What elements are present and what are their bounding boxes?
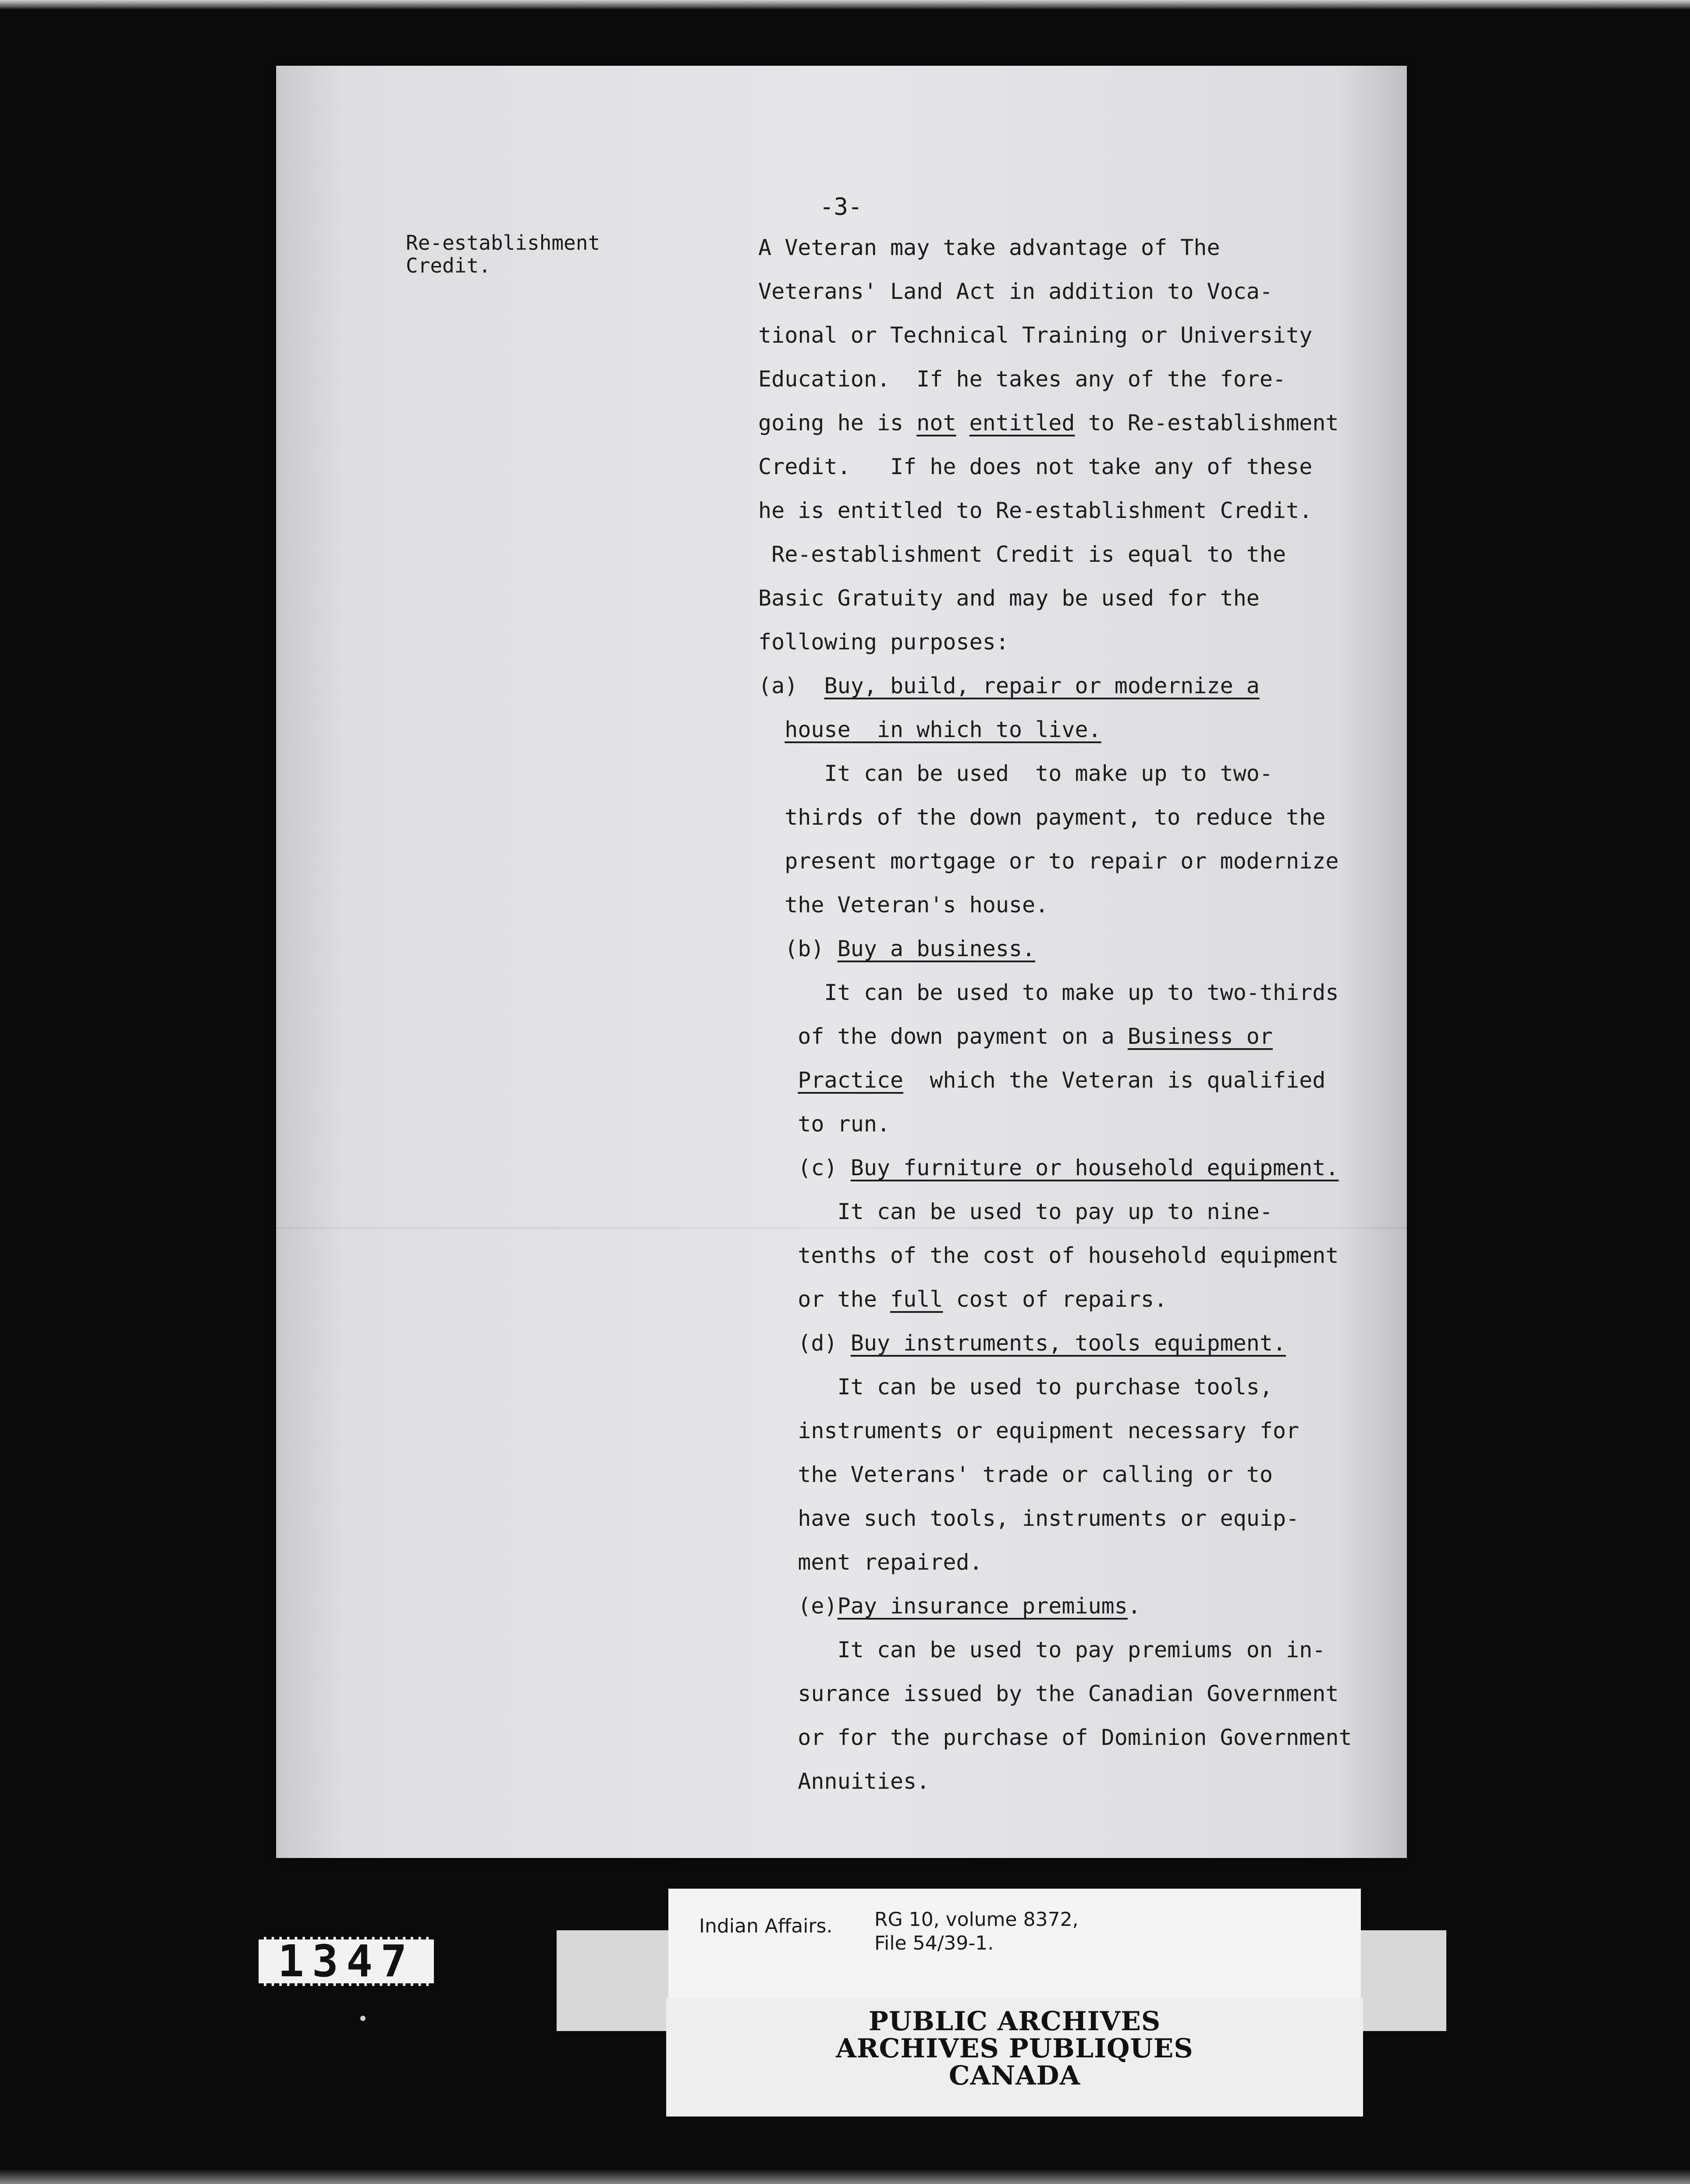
text-segment: he is entitled to Re-establishment Credit. <box>758 498 1313 523</box>
text-line <box>758 1058 1670 1102</box>
text-segment: which the Veteran is qualified <box>903 1067 1326 1093</box>
text-line <box>758 532 1670 576</box>
underlined-text: entitled <box>969 410 1075 436</box>
text-segment: Veterans' Land Act in addition to Voca- <box>758 279 1273 304</box>
text-line <box>758 1453 1670 1496</box>
text-segment: . <box>1127 1593 1141 1619</box>
text-line <box>758 313 1670 357</box>
text-line <box>758 1277 1670 1321</box>
text-line <box>758 883 1670 927</box>
text-line <box>758 752 1670 795</box>
text-segment: tional or Technical Training or University <box>758 323 1313 348</box>
text-line <box>758 664 1670 708</box>
film-top-edge <box>0 0 1690 10</box>
text-segment: surance issued by the Canadian Government <box>758 1681 1339 1706</box>
text-line <box>758 1628 1670 1672</box>
text-segment: (b) <box>758 936 838 961</box>
text-line <box>758 1321 1670 1365</box>
text-segment <box>758 717 785 742</box>
text-line <box>758 1716 1670 1759</box>
text-line <box>758 269 1670 313</box>
text-segment: It can be used to pay up to nine- <box>758 1199 1273 1224</box>
text-segment: Credit. If he does not take any of these <box>758 454 1313 479</box>
stamp-line: CANADA <box>948 2060 1081 2091</box>
text-segment: It can be used to pay premiums on in- <box>758 1637 1326 1663</box>
text-segment: Re-establishment Credit is equal to the <box>758 542 1286 567</box>
archive-stamp <box>666 1998 1363 2117</box>
archive-reference-line: RG 10, volume 8372, <box>874 1908 1079 1931</box>
underlined-text: Business or <box>1127 1024 1273 1049</box>
text-line <box>758 927 1670 971</box>
text-line <box>758 1146 1670 1190</box>
text-line <box>758 357 1670 401</box>
text-segment: Basic Gratuity and may be used for the <box>758 585 1260 611</box>
underlined-text: Buy instruments, tools equipment. <box>850 1330 1286 1356</box>
text-line <box>758 620 1670 664</box>
text-line <box>758 971 1670 1014</box>
text-segment: It can be used to make up to two-thirds <box>758 980 1339 1005</box>
text-line <box>758 1540 1670 1584</box>
underlined-text: Buy a business. <box>837 936 1036 961</box>
text-segment: It can be used to make up to two- <box>758 761 1273 786</box>
margin-heading: Re-establishment Credit. <box>406 231 600 277</box>
stamp-line: PUBLIC ARCHIVES <box>868 2006 1161 2037</box>
frame-counter: 1347 <box>259 1937 434 1986</box>
text-segment: present mortgage or to repair or modernize <box>758 848 1339 874</box>
text-line <box>758 401 1670 445</box>
text-segment: have such tools, instruments or equip- <box>758 1506 1299 1531</box>
text-line <box>758 839 1670 883</box>
text-segment: cost of repairs. <box>943 1287 1168 1312</box>
text-segment: instruments or equipment necessary for <box>758 1418 1299 1443</box>
text-segment: Education. If he takes any of the fore- <box>758 366 1286 392</box>
text-line <box>758 1409 1670 1453</box>
film-bottom-edge <box>0 2169 1690 2184</box>
text-line <box>758 1234 1670 1277</box>
text-segment: or for the purchase of Dominion Government <box>758 1725 1352 1750</box>
underlined-text: Buy furniture or household equipment. <box>850 1155 1339 1181</box>
text-segment: (a) <box>758 673 824 698</box>
body-text <box>758 226 1670 1803</box>
underlined-text: Pay insurance premiums <box>837 1593 1128 1619</box>
text-line <box>758 1584 1670 1628</box>
stamp-line: ARCHIVES PUBLIQUES <box>836 2033 1193 2064</box>
film-speck <box>360 2016 366 2021</box>
text-line <box>758 1365 1670 1409</box>
text-line <box>758 1672 1670 1716</box>
text-line <box>758 445 1670 489</box>
text-segment <box>758 1067 798 1093</box>
text-segment: (d) <box>758 1330 851 1356</box>
text-segment: (c) <box>758 1155 851 1181</box>
archive-department: Indian Affairs. <box>699 1915 833 1937</box>
text-line <box>758 576 1670 620</box>
underlined-text: not <box>916 410 956 436</box>
text-segment: following purposes: <box>758 629 1009 655</box>
text-segment: to run. <box>758 1111 891 1137</box>
text-segment: of the down payment on a <box>758 1024 1128 1049</box>
archive-reference <box>874 1908 1079 1955</box>
page-number: -3- <box>820 193 863 220</box>
text-segment: to Re-establishment <box>1075 410 1339 436</box>
text-line <box>758 1014 1670 1058</box>
text-segment: Annuities. <box>758 1769 930 1794</box>
text-segment: A Veteran may take advantage of The <box>758 235 1220 260</box>
text-segment: tenths of the cost of household equipment <box>758 1243 1339 1268</box>
text-segment <box>956 410 969 436</box>
underlined-text: Practice <box>798 1067 904 1093</box>
text-segment: ment repaired. <box>758 1549 983 1575</box>
text-segment: the Veterans' trade or calling or to <box>758 1462 1273 1487</box>
text-segment: the Veteran's house. <box>758 892 1049 918</box>
text-line <box>758 489 1670 532</box>
text-line <box>758 1190 1670 1234</box>
text-segment: (e) <box>758 1593 838 1619</box>
text-segment: going he is <box>758 410 917 436</box>
text-segment: thirds of the down payment, to reduce the <box>758 805 1326 830</box>
text-line <box>758 226 1670 269</box>
text-line <box>758 1496 1670 1540</box>
text-line <box>758 1759 1670 1803</box>
text-segment: or the <box>758 1287 891 1312</box>
archive-reference-line: File 54/39-1. <box>874 1932 994 1954</box>
underlined-text: Buy, build, repair or modernize a <box>824 673 1260 698</box>
text-line <box>758 708 1670 752</box>
text-segment: It can be used to purchase tools, <box>758 1374 1273 1400</box>
text-line <box>758 795 1670 839</box>
document-page <box>276 66 1407 1858</box>
text-line <box>758 1102 1670 1146</box>
underlined-text: full <box>890 1287 943 1312</box>
underlined-text: house in which to live. <box>785 717 1101 742</box>
